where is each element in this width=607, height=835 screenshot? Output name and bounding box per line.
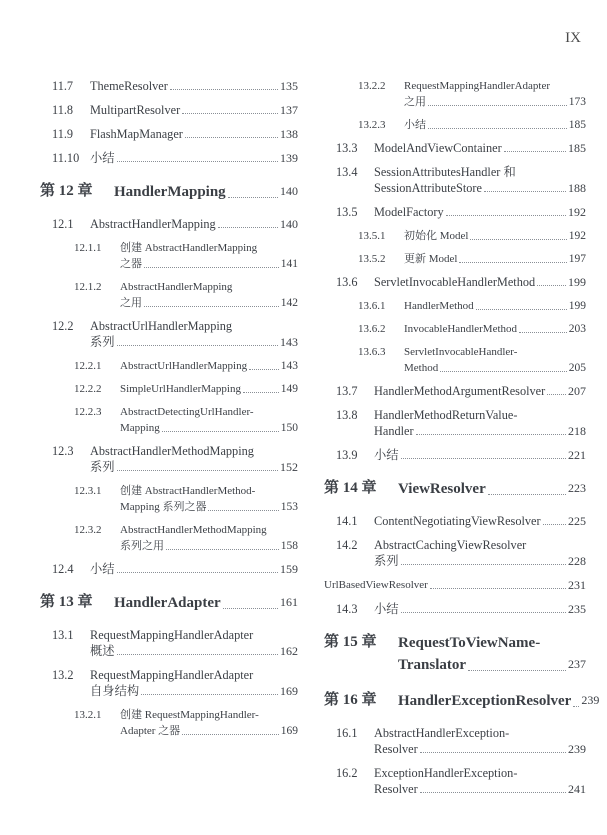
toc-entry-l2	[324, 513, 586, 529]
toc-continuation-line	[336, 180, 586, 196]
toc-entry-l3	[324, 321, 586, 337]
leader-dots	[484, 190, 566, 192]
toc-line	[336, 274, 586, 290]
page-ref: 197	[568, 253, 586, 265]
page-ref: 221	[568, 448, 586, 462]
leader-dots	[170, 88, 278, 90]
toc-entry-chapter	[40, 591, 298, 613]
toc-entry-l2	[40, 150, 298, 166]
toc-entry-l2	[40, 667, 298, 699]
section-number: 14.2	[336, 538, 358, 552]
leader-dots	[420, 751, 566, 753]
toc-line	[40, 591, 298, 613]
toc-line	[358, 251, 586, 267]
section-number: 13.2.2	[358, 80, 386, 92]
page-ref: 149	[280, 383, 298, 395]
toc-line	[336, 164, 586, 180]
leader-dots	[223, 607, 278, 609]
page-ref: 239	[581, 693, 600, 707]
toc-entry-l2	[324, 164, 586, 196]
toc-entry-l2	[324, 725, 586, 757]
section-title: HandlerMethod	[404, 300, 474, 312]
toc-entry-l3	[40, 483, 298, 515]
toc-line	[324, 689, 600, 711]
toc-continuation-line	[74, 723, 298, 739]
toc-entry-l3	[40, 358, 298, 374]
page-ref: 205	[568, 362, 586, 374]
toc-line	[324, 631, 586, 653]
section-title-continued: Mapping	[120, 422, 160, 434]
toc-entry-l2	[40, 627, 298, 659]
section-title-continued: 系列	[90, 460, 115, 474]
toc-line	[358, 344, 586, 360]
section-number: 13.4	[336, 165, 358, 179]
section-number: 13.7	[336, 384, 358, 398]
toc-continuation-line	[358, 94, 586, 110]
toc-line	[74, 483, 298, 499]
leader-dots	[144, 266, 279, 268]
section-number: 13.9	[336, 448, 358, 462]
toc-entry-chapter	[324, 689, 600, 711]
toc-continuation-line	[336, 423, 586, 439]
leader-dots	[117, 653, 278, 655]
toc-continuation-line	[74, 420, 298, 436]
toc-line	[74, 522, 298, 538]
toc-line	[52, 126, 298, 142]
toc-entry-l2	[40, 216, 298, 232]
toc-entry-l3	[324, 78, 586, 110]
section-number: 12.1.1	[74, 242, 102, 254]
toc-entry-l2	[40, 443, 298, 475]
section-number: 11.7	[52, 79, 74, 93]
section-title: UrlBasedViewResolver	[324, 579, 428, 591]
toc-entry-l2	[324, 407, 586, 439]
page-ref: 141	[280, 258, 298, 270]
section-title: HandlerAdapter	[114, 595, 221, 611]
section-number: 12.3.1	[74, 485, 102, 497]
section-number: 第 13 章	[40, 594, 93, 610]
toc-entry-l3	[40, 381, 298, 397]
toc-entry-l2	[40, 561, 298, 577]
section-number: 12.1.2	[74, 281, 102, 293]
toc-right-column	[324, 78, 600, 805]
section-number: 12.2.3	[74, 406, 102, 418]
leader-dots	[504, 150, 566, 152]
toc-line	[52, 318, 298, 334]
leader-dots	[519, 331, 567, 333]
toc-continuation-line	[336, 781, 586, 797]
section-number: 第 16 章	[324, 692, 377, 708]
leader-dots	[117, 160, 278, 162]
leader-dots	[468, 669, 566, 671]
toc-line	[74, 240, 298, 256]
leader-dots	[144, 305, 279, 307]
section-title: AbstractHandlerMethodMapping	[120, 524, 267, 536]
page-ref: 188	[568, 181, 586, 195]
section-title: 创建 AbstractHandlerMethod-	[120, 485, 256, 497]
section-title: AbstractHandlerMapping	[120, 281, 233, 293]
toc-entry-l3	[324, 344, 586, 376]
toc-left-column	[40, 78, 298, 746]
section-title-continued: 之器	[120, 258, 142, 270]
toc-line	[52, 627, 298, 643]
section-title: FlashMapManager	[90, 127, 183, 141]
toc-continuation-line	[52, 643, 298, 659]
leader-dots	[428, 104, 567, 106]
leader-dots	[573, 705, 579, 707]
section-number: 16.1	[336, 726, 358, 740]
toc-entry-l2	[324, 140, 586, 156]
toc-line	[74, 358, 298, 374]
leader-dots	[446, 214, 566, 216]
leader-dots	[543, 523, 566, 525]
toc-entry-l3	[40, 522, 298, 554]
toc-entry-l3	[324, 298, 586, 314]
section-title: HandlerExceptionResolver	[398, 693, 572, 709]
section-number: 11.8	[52, 103, 74, 117]
toc-line	[52, 443, 298, 459]
page-ref: 223	[568, 481, 586, 495]
section-title-continued: 概述	[90, 644, 115, 658]
toc-line	[324, 477, 586, 499]
leader-dots	[416, 433, 566, 435]
section-number: 11.10	[52, 151, 80, 165]
section-title: RequestMappingHandlerAdapter	[90, 628, 254, 642]
section-title: AbstractCachingViewResolver	[374, 538, 527, 552]
leader-dots	[476, 308, 567, 310]
toc-line	[336, 383, 586, 399]
toc-line	[358, 298, 586, 314]
page-ref: 153	[280, 501, 298, 513]
section-title: 小结	[404, 119, 426, 131]
leader-dots	[243, 391, 279, 393]
page-ref: 228	[568, 554, 586, 568]
leader-dots	[162, 430, 279, 432]
toc-entry-l3	[40, 707, 298, 739]
section-number: 13.1	[52, 628, 74, 642]
toc-line	[336, 537, 586, 553]
toc-entry-l2	[324, 274, 586, 290]
leader-dots	[166, 548, 279, 550]
page-ref: 162	[280, 644, 298, 658]
section-number: 12.2	[52, 319, 74, 333]
section-title-continued: Resolver	[374, 742, 418, 756]
section-title: ContentNegotiatingViewResolver	[374, 514, 541, 528]
toc-line	[336, 204, 586, 220]
page-ref: 203	[568, 323, 586, 335]
toc-line	[52, 78, 298, 94]
toc-continuation-line	[358, 360, 586, 376]
toc-entry-l2	[40, 102, 298, 118]
page-ref: 152	[280, 460, 298, 474]
section-title: 更新 Model	[404, 253, 458, 265]
leader-dots	[440, 370, 567, 372]
leader-dots	[117, 469, 278, 471]
section-title-continued: 系列之用	[120, 540, 164, 552]
section-number: 13.3	[336, 141, 358, 155]
leader-dots	[428, 127, 567, 129]
toc-continuation-line	[52, 334, 298, 350]
toc-entry-chapter	[324, 477, 586, 499]
section-title-continued: 自身结构	[90, 684, 140, 698]
page-ref: 143	[280, 335, 298, 349]
section-title-continued: Mapping 系列之器	[120, 501, 207, 513]
leader-dots	[420, 791, 566, 793]
section-title: AbstractHandlerException-	[374, 726, 510, 740]
toc-line	[52, 561, 298, 577]
page-ref: 199	[568, 275, 586, 289]
section-number: 12.4	[52, 562, 74, 576]
toc-entry-l3	[40, 279, 298, 311]
section-number: 13.6.1	[358, 300, 386, 312]
section-title: 初始化 Model	[404, 230, 469, 242]
section-title: 小结	[374, 448, 399, 462]
leader-dots	[141, 693, 278, 695]
section-title: InvocableHandlerMethod	[404, 323, 518, 335]
page-ref: 192	[568, 230, 586, 242]
section-number: 16.2	[336, 766, 358, 780]
section-title: RequestToViewName-	[398, 635, 541, 651]
section-number: 12.1	[52, 217, 74, 231]
section-number: 13.2.1	[74, 709, 102, 721]
page-ref: 199	[568, 300, 586, 312]
toc-line	[74, 279, 298, 295]
section-number: 11.9	[52, 127, 74, 141]
toc-line	[358, 321, 586, 337]
toc-continuation-line	[324, 653, 586, 675]
leader-dots	[182, 112, 278, 114]
section-title: ModelAndViewContainer	[374, 141, 502, 155]
leader-dots	[488, 493, 566, 495]
section-title: AbstractDetectingUrlHandler-	[120, 406, 254, 418]
section-number: 第 14 章	[324, 480, 377, 496]
section-title: AbstractHandlerMapping	[90, 217, 216, 231]
toc-continuation-line	[74, 295, 298, 311]
section-title: ServletInvocableHandlerMethod	[374, 275, 536, 289]
leader-dots	[401, 457, 566, 459]
section-number: 13.8	[336, 408, 358, 422]
toc-line	[336, 140, 586, 156]
toc-entry-l2	[324, 447, 586, 463]
section-number: 12.3.2	[74, 524, 102, 536]
page-ref: 218	[568, 424, 586, 438]
section-number: 14.1	[336, 514, 358, 528]
leader-dots	[228, 196, 278, 198]
page-ref: 159	[280, 562, 298, 576]
toc-entry-l2	[324, 537, 586, 569]
toc-line	[52, 150, 298, 166]
section-title: ThemeResolver	[90, 79, 168, 93]
toc-line	[52, 667, 298, 683]
section-title-continued: 系列	[374, 554, 399, 568]
toc-line	[358, 228, 586, 244]
toc-continuation-line	[74, 538, 298, 554]
toc-line	[358, 78, 586, 94]
toc-entry-l3	[324, 117, 586, 133]
toc-line	[336, 725, 586, 741]
toc-line	[52, 216, 298, 232]
page-ref: 158	[280, 540, 298, 552]
section-title: 创建 RequestMappingHandler-	[120, 709, 259, 721]
section-title-continued: Resolver	[374, 782, 418, 796]
section-title: SessionAttributesHandler 和	[374, 165, 516, 179]
toc-line	[40, 180, 298, 202]
toc-entry-l2	[324, 204, 586, 220]
page-ref: 185	[568, 141, 586, 155]
section-number: 13.6.3	[358, 346, 386, 358]
toc-entry-l2	[40, 318, 298, 350]
toc-line	[52, 102, 298, 118]
leader-dots	[218, 226, 278, 228]
leader-dots	[249, 368, 279, 370]
toc-continuation-line	[336, 553, 586, 569]
toc-line	[74, 707, 298, 723]
toc-entry-l3	[40, 240, 298, 272]
page-number: IX	[565, 30, 581, 46]
toc-line	[336, 447, 586, 463]
section-number: 13.2.3	[358, 119, 386, 131]
leader-dots	[117, 344, 278, 346]
section-title-continued: Adapter 之器	[120, 725, 181, 737]
toc-continuation-line	[336, 741, 586, 757]
leader-dots	[537, 284, 566, 286]
toc-continuation-line	[52, 459, 298, 475]
leader-dots	[401, 563, 566, 565]
toc-line	[336, 765, 586, 781]
toc-line	[324, 577, 586, 593]
section-number: 13.2	[52, 668, 74, 682]
toc-line	[336, 513, 586, 529]
section-title: ExceptionHandlerException-	[374, 766, 518, 780]
section-number: 12.2.2	[74, 383, 102, 395]
section-title: SimpleUrlHandlerMapping	[120, 383, 241, 395]
page-ref: 237	[568, 657, 586, 671]
page-ref: 140	[280, 184, 298, 198]
toc-line	[336, 407, 586, 423]
page-ref: 241	[568, 782, 586, 796]
section-number: 12.3	[52, 444, 74, 458]
toc-entry-flat	[324, 577, 586, 593]
leader-dots	[430, 587, 566, 589]
page-ref: 173	[568, 96, 586, 108]
leader-dots	[185, 136, 278, 138]
section-title: HandlerMethodReturnValue-	[374, 408, 518, 422]
page-ref: 192	[568, 205, 586, 219]
leader-dots	[459, 261, 566, 263]
toc-line	[74, 381, 298, 397]
page-ref: 138	[280, 127, 298, 141]
section-title: RequestMappingHandlerAdapter	[90, 668, 254, 682]
section-number: 13.5	[336, 205, 358, 219]
section-title: 小结	[374, 602, 399, 616]
toc-line	[358, 117, 586, 133]
section-title: MultipartResolver	[90, 103, 181, 117]
section-title: AbstractUrlHandlerMapping	[120, 360, 248, 372]
page-ref: 169	[280, 684, 298, 698]
section-title: RequestMappingHandlerAdapter	[404, 80, 551, 92]
section-title-continued: 之用	[120, 297, 142, 309]
section-number: 12.2.1	[74, 360, 102, 372]
section-number: 第 12 章	[40, 183, 93, 199]
page-ref: 143	[280, 360, 298, 372]
page-ref: 235	[568, 602, 586, 616]
toc-entry-l2	[40, 126, 298, 142]
section-title: ModelFactory	[374, 205, 444, 219]
leader-dots	[547, 393, 566, 395]
leader-dots	[208, 509, 278, 511]
leader-dots	[117, 571, 278, 573]
section-title: AbstractUrlHandlerMapping	[90, 319, 233, 333]
page-ref: 185	[568, 119, 586, 131]
section-title-continued: 系列	[90, 335, 115, 349]
page-ref: 169	[280, 725, 298, 737]
page-ref: 140	[280, 217, 298, 231]
page-ref: 150	[280, 422, 298, 434]
toc-entry-chapter	[324, 631, 586, 675]
section-number: 第 15 章	[324, 634, 377, 650]
leader-dots	[401, 611, 566, 613]
toc-entry-l2	[324, 601, 586, 617]
toc-continuation-line	[74, 256, 298, 272]
toc-entry-l2	[40, 78, 298, 94]
toc-entry-l2	[324, 765, 586, 797]
page-ref: 137	[280, 103, 298, 117]
section-title: 小结	[90, 151, 115, 165]
page-ref: 225	[568, 514, 586, 528]
toc-continuation-line	[52, 683, 298, 699]
page-ref: 135	[280, 79, 298, 93]
section-title: HandlerMethodArgumentResolver	[374, 384, 546, 398]
page-ref: 231	[568, 578, 586, 592]
leader-dots	[470, 238, 566, 240]
section-number: 14.3	[336, 602, 358, 616]
section-title: ServletInvocableHandler-	[404, 346, 518, 358]
toc-entry-l2	[324, 383, 586, 399]
toc-entry-chapter	[40, 180, 298, 202]
page-ref: 139	[280, 151, 298, 165]
leader-dots	[182, 733, 279, 735]
page-ref: 161	[280, 595, 298, 609]
section-title-continued: SessionAttributeStore	[374, 181, 482, 195]
section-title: 创建 AbstractHandlerMapping	[120, 242, 258, 254]
section-title-continued: Handler	[374, 424, 414, 438]
section-title: 小结	[90, 562, 115, 576]
toc-continuation-line	[74, 499, 298, 515]
toc-entry-l3	[324, 228, 586, 244]
toc-entry-l3	[324, 251, 586, 267]
section-title: ViewResolver	[398, 481, 486, 497]
section-title-continued: Method	[404, 362, 439, 374]
page-ref: 142	[280, 297, 298, 309]
section-title-continued: Translator	[398, 657, 467, 673]
toc-entry-l3	[40, 404, 298, 436]
page-ref: 207	[568, 384, 586, 398]
section-number: 13.6	[336, 275, 358, 289]
section-title: HandlerMapping	[114, 184, 226, 200]
page-ref: 239	[568, 742, 586, 756]
section-number: 13.6.2	[358, 323, 386, 335]
section-title: AbstractHandlerMethodMapping	[90, 444, 254, 458]
section-number: 13.5.2	[358, 253, 386, 265]
toc-line	[336, 601, 586, 617]
section-number: 13.5.1	[358, 230, 386, 242]
toc-line	[74, 404, 298, 420]
section-title-continued: 之用	[404, 96, 426, 108]
